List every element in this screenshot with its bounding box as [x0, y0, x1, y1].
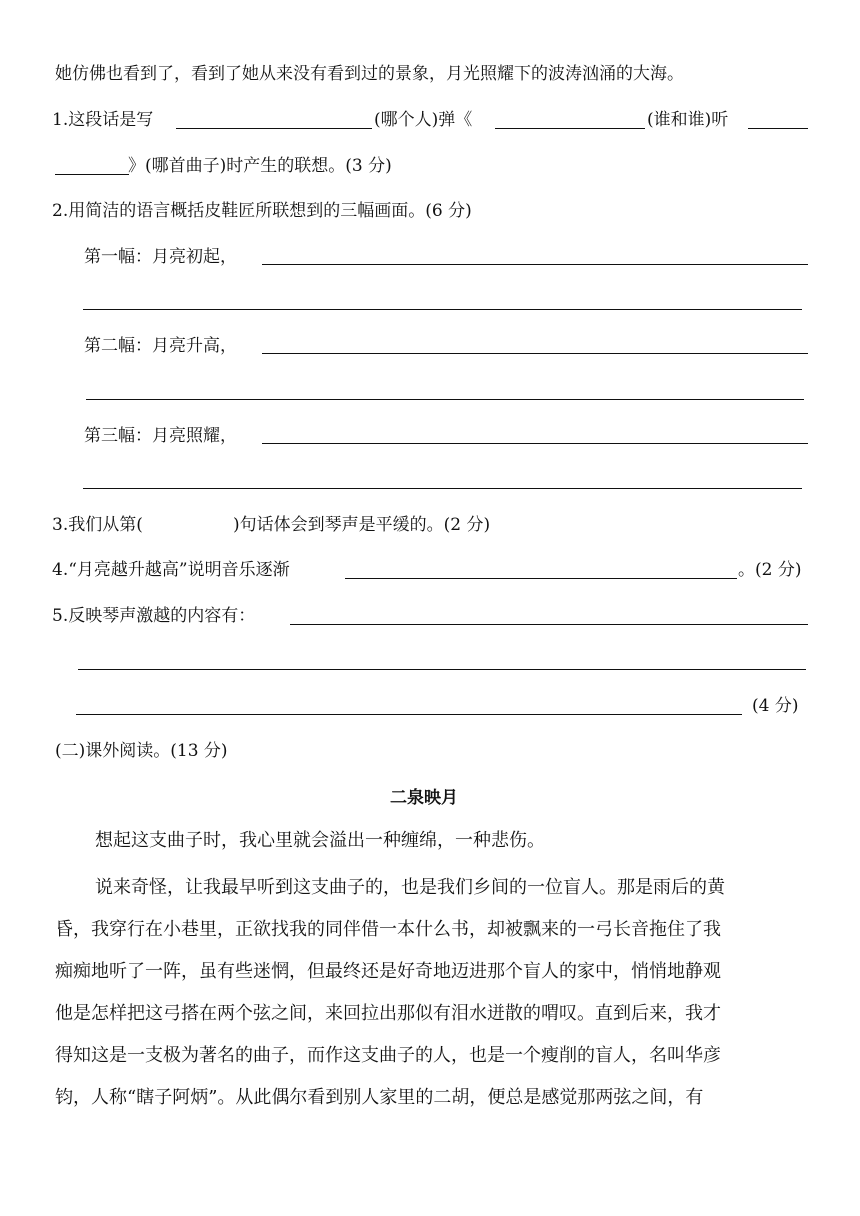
q4-lead: 4.“月亮越升越高”说明音乐逐渐 [52, 560, 290, 580]
q1-who-hint: (谁和谁)听 [647, 110, 729, 130]
q1-song-hint: 》(哪首曲子)时产生的联想。(3 分) [128, 156, 392, 176]
q5-score: (4 分) [752, 696, 799, 716]
q2-scene3-blank[interactable] [262, 443, 808, 444]
article-p2-line-6: 钧，人称“瞎子阿炳”。从此偶尔看到别人家里的二胡，便总是感觉那两弦之间，有 [55, 1087, 704, 1108]
section2-heading: (二)课外阅读。(13 分) [55, 741, 228, 761]
q2-scene3-blank-2[interactable] [83, 488, 802, 489]
q3-tail: )句话体会到琴声是平缓的。(2 分) [233, 515, 491, 535]
q2-scene2-label: 第二幅：月亮升高， [84, 336, 237, 356]
q1-person-blank[interactable] [176, 128, 372, 129]
intro-line: 她仿佛也看到了，看到了她从来没有看到过的景象，月光照耀下的波涛汹涌的大海。 [55, 64, 684, 84]
q2-scene2-blank[interactable] [262, 353, 808, 354]
q2-scene1-label: 第一幅：月亮初起， [84, 247, 237, 267]
q4-tail: 。(2 分) [738, 560, 802, 580]
article-p2-line-5: 得知这是一支极为著名的曲子，而作这支曲子的人，也是一个瘦削的盲人，名叫华彦 [55, 1045, 721, 1066]
article-p2-line-3: 痴痴地听了一阵，虽有些迷惘，但最终还是好奇地迈进那个盲人的家中，悄悄地静观 [55, 961, 721, 982]
article-paragraph-1: 想起这支曲子时，我心里就会溢出一种缠绵，一种悲伤。 [95, 830, 545, 851]
q1-song-blank-end[interactable] [748, 128, 808, 129]
q2-scene2-blank-2[interactable] [86, 399, 804, 400]
q4-blank[interactable] [345, 578, 737, 579]
article-p2-line-1: 说来奇怪，让我最早听到这支曲子的，也是我们乡间的一位盲人。那是雨后的黄 [95, 877, 725, 898]
q2-scene1-blank-2[interactable] [83, 309, 802, 310]
article-p2-line-2: 昏，我穿行在小巷里，正欲找我的同伴借一本什么书，却被飘来的一弓长音拖住了我 [55, 919, 721, 940]
q3-lead: 3.我们从第( [52, 515, 143, 535]
q1-song-blank-start[interactable] [55, 174, 129, 175]
q5-blank-3[interactable] [76, 714, 742, 715]
q1-person-hint: (哪个人)弹《 [374, 110, 473, 130]
article-title: 二泉映月 [390, 788, 458, 808]
q5-blank-2[interactable] [78, 669, 806, 670]
q5-blank-1[interactable] [290, 624, 808, 625]
q2-scene3-label: 第三幅：月亮照耀， [84, 426, 237, 446]
q2-prompt: 2.用简洁的语言概括皮鞋匠所联想到的三幅画面。(6 分) [52, 201, 472, 221]
q5-lead: 5.反映琴声激越的内容有： [52, 606, 256, 626]
q2-scene1-blank[interactable] [262, 264, 808, 265]
q1-lead: 1.这段话是写 [52, 110, 154, 130]
q1-who-blank[interactable] [495, 128, 645, 129]
article-p2-line-4: 他是怎样把这弓搭在两个弦之间，来回拉出那似有泪水迸散的喟叹。直到后来，我才 [55, 1003, 721, 1024]
